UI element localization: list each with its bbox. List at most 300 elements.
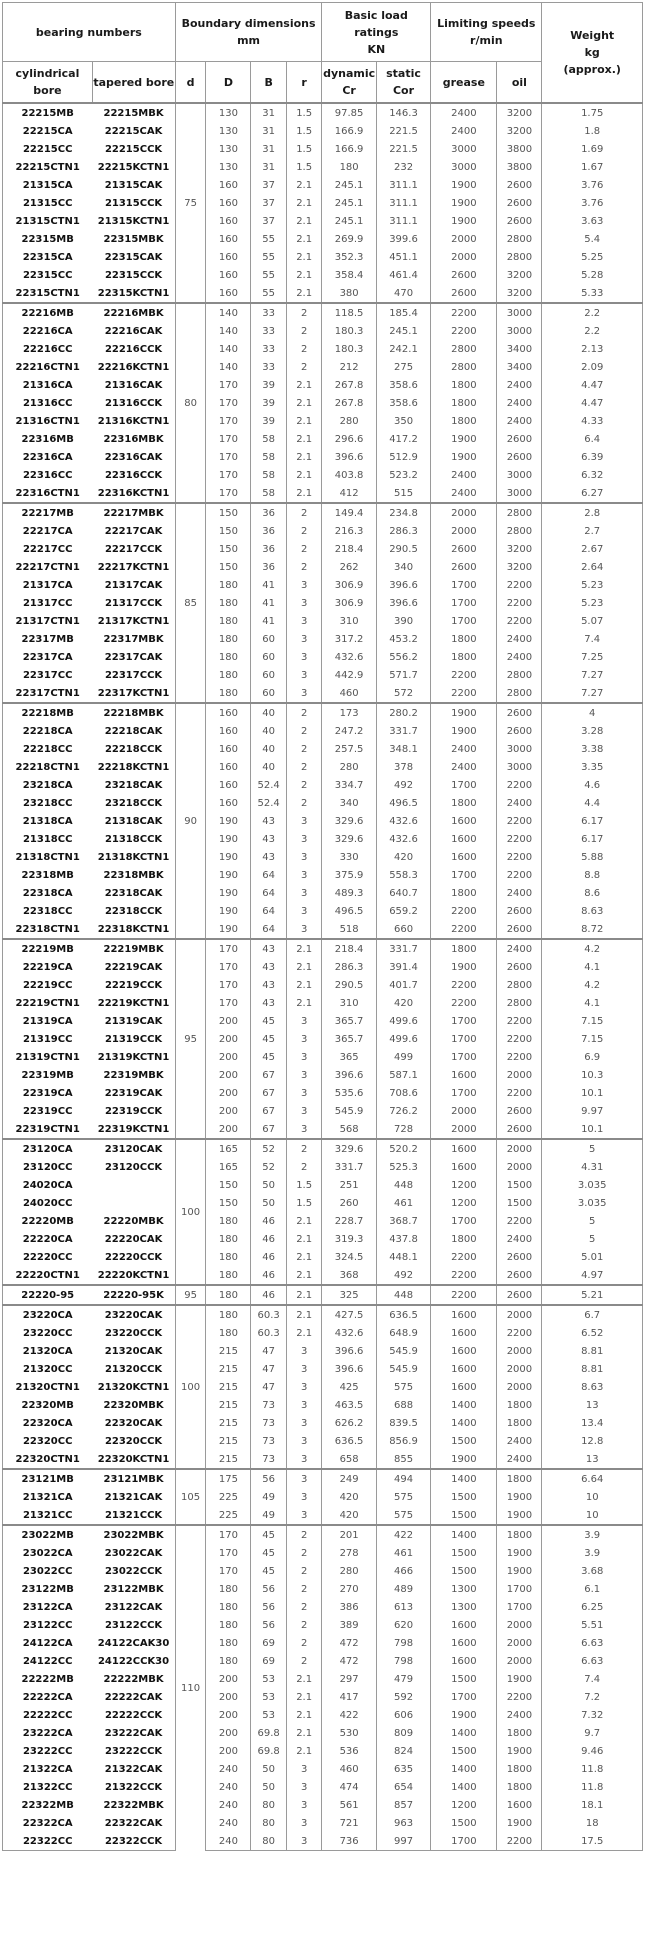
- grease-speed-cell: 2200: [431, 902, 497, 920]
- radius-cell: 2: [286, 703, 322, 722]
- weight-cell: 2.13: [542, 340, 643, 358]
- dynamic-load-cell: 340: [322, 794, 376, 812]
- radius-cell: 2: [286, 758, 322, 776]
- cylindrical-bore-cell: 21317CC: [3, 594, 93, 612]
- bearing-spec-sheet: [2, 2, 643, 1851]
- dynamic-load-cell: 365: [322, 1048, 376, 1066]
- outer-diameter-cell: 170: [206, 1544, 251, 1562]
- header-width: B: [251, 62, 286, 104]
- table-row: [3, 776, 643, 794]
- width-cell: 60: [251, 630, 286, 648]
- grease-speed-cell: 2400: [431, 122, 497, 140]
- dynamic-load-cell: 331.7: [322, 1158, 376, 1176]
- oil-speed-cell: 1900: [497, 1814, 542, 1832]
- oil-speed-cell: 3200: [497, 540, 542, 558]
- oil-speed-cell: 2600: [497, 194, 542, 212]
- outer-diameter-cell: 180: [206, 1580, 251, 1598]
- dynamic-load-cell: 535.6: [322, 1084, 376, 1102]
- table-row: [3, 1760, 643, 1778]
- static-load-cell: 234.8: [376, 503, 430, 522]
- radius-cell: 2.1: [286, 1248, 322, 1266]
- tapered-bore-cell: 22315CAK: [92, 248, 175, 266]
- table-row: [3, 376, 643, 394]
- dynamic-load-cell: 180.3: [322, 340, 376, 358]
- oil-speed-cell: 2400: [497, 884, 542, 902]
- dynamic-load-cell: 262: [322, 558, 376, 576]
- grease-speed-cell: 1800: [431, 794, 497, 812]
- tapered-bore-cell: 22220CCK: [92, 1248, 175, 1266]
- table-row: [3, 794, 643, 812]
- static-load-cell: 461: [376, 1544, 430, 1562]
- dynamic-load-cell: 460: [322, 684, 376, 703]
- outer-diameter-cell: 180: [206, 1285, 251, 1305]
- table-row: [3, 884, 643, 902]
- static-load-cell: 499: [376, 1048, 430, 1066]
- weight-cell: 9.46: [542, 1742, 643, 1760]
- dynamic-load-cell: 420: [322, 1488, 376, 1506]
- outer-diameter-cell: 170: [206, 394, 251, 412]
- dynamic-load-cell: 636.5: [322, 1432, 376, 1450]
- weight-cell: 7.2: [542, 1688, 643, 1706]
- oil-speed-cell: 3200: [497, 284, 542, 303]
- tapered-bore-cell: 22320CCK: [92, 1432, 175, 1450]
- tapered-bore-cell: 23122CCK: [92, 1616, 175, 1634]
- radius-cell: 2: [286, 540, 322, 558]
- tapered-bore-cell: 22319KCTN1: [92, 1120, 175, 1139]
- radius-cell: 3: [286, 1814, 322, 1832]
- radius-cell: 1.5: [286, 140, 322, 158]
- width-cell: 50: [251, 1176, 286, 1194]
- width-cell: 39: [251, 412, 286, 430]
- outer-diameter-cell: 240: [206, 1760, 251, 1778]
- tapered-bore-cell: 22220CAK: [92, 1230, 175, 1248]
- outer-diameter-cell: 190: [206, 848, 251, 866]
- dynamic-load-cell: 472: [322, 1652, 376, 1670]
- oil-speed-cell: 2600: [497, 1120, 542, 1139]
- tapered-bore-cell: 21318KCTN1: [92, 848, 175, 866]
- grease-speed-cell: 1900: [431, 212, 497, 230]
- tapered-bore-cell: 22317MBK: [92, 630, 175, 648]
- header-static-cor: static Cor: [376, 62, 430, 104]
- radius-cell: 2.1: [286, 430, 322, 448]
- oil-speed-cell: 3800: [497, 158, 542, 176]
- header-bearing-numbers: bearing numbers: [3, 3, 176, 62]
- dynamic-load-cell: 425: [322, 1378, 376, 1396]
- outer-diameter-cell: 225: [206, 1506, 251, 1525]
- radius-cell: 3: [286, 1760, 322, 1778]
- width-cell: 58: [251, 430, 286, 448]
- dynamic-load-cell: 245.1: [322, 194, 376, 212]
- dynamic-load-cell: 280: [322, 758, 376, 776]
- tapered-bore-cell: 23218CCK: [92, 794, 175, 812]
- outer-diameter-cell: 160: [206, 776, 251, 794]
- tapered-bore-cell: 22216KCTN1: [92, 358, 175, 376]
- oil-speed-cell: 2200: [497, 612, 542, 630]
- cylindrical-bore-cell: 22319MB: [3, 1066, 93, 1084]
- tapered-bore-cell: 23022MBK: [92, 1525, 175, 1544]
- cylindrical-bore-cell: 22322CA: [3, 1814, 93, 1832]
- tapered-bore-cell: 23222CCK: [92, 1742, 175, 1760]
- grease-speed-cell: 2000: [431, 522, 497, 540]
- tapered-bore-cell: 22322MBK: [92, 1796, 175, 1814]
- radius-cell: 2: [286, 1544, 322, 1562]
- width-cell: 56: [251, 1469, 286, 1488]
- weight-cell: 5.23: [542, 594, 643, 612]
- static-load-cell: 512.9: [376, 448, 430, 466]
- dynamic-load-cell: 626.2: [322, 1414, 376, 1432]
- cylindrical-bore-cell: 21319CA: [3, 1012, 93, 1030]
- cylindrical-bore-cell: 22217CTN1: [3, 558, 93, 576]
- cylindrical-bore-cell: 22315CA: [3, 248, 93, 266]
- table-row: [3, 322, 643, 340]
- width-cell: 58: [251, 466, 286, 484]
- tapered-bore-cell: 22215KCTN1: [92, 158, 175, 176]
- dynamic-load-cell: 296.6: [322, 430, 376, 448]
- weight-cell: 4.2: [542, 939, 643, 958]
- table-row: [3, 358, 643, 376]
- table-row: [3, 1525, 643, 1544]
- radius-cell: 2: [286, 503, 322, 522]
- tapered-bore-cell: 22317CCK: [92, 666, 175, 684]
- width-cell: 52: [251, 1139, 286, 1158]
- grease-speed-cell: 1200: [431, 1176, 497, 1194]
- grease-speed-cell: 1500: [431, 1432, 497, 1450]
- bore-diameter-cell: 95: [175, 939, 206, 1139]
- radius-cell: 2.1: [286, 1742, 322, 1760]
- static-load-cell: 331.7: [376, 722, 430, 740]
- table-row: [3, 812, 643, 830]
- dynamic-load-cell: 403.8: [322, 466, 376, 484]
- table-row: [3, 1066, 643, 1084]
- cylindrical-bore-cell: 22317CTN1: [3, 684, 93, 703]
- static-load-cell: 636.5: [376, 1305, 430, 1324]
- width-cell: 60.3: [251, 1305, 286, 1324]
- static-load-cell: 613: [376, 1598, 430, 1616]
- radius-cell: 3: [286, 1414, 322, 1432]
- outer-diameter-cell: 160: [206, 722, 251, 740]
- width-cell: 52: [251, 1158, 286, 1176]
- dynamic-load-cell: 310: [322, 612, 376, 630]
- grease-speed-cell: 2200: [431, 1266, 497, 1285]
- weight-cell: 10.3: [542, 1066, 643, 1084]
- table-row: [3, 866, 643, 884]
- static-load-cell: 856.9: [376, 1432, 430, 1450]
- table-row: [3, 1616, 643, 1634]
- cylindrical-bore-cell: 22318CC: [3, 902, 93, 920]
- table-row: [3, 158, 643, 176]
- cylindrical-bore-cell: 22316MB: [3, 430, 93, 448]
- table-row: [3, 503, 643, 522]
- static-load-cell: 659.2: [376, 902, 430, 920]
- grease-speed-cell: 1700: [431, 1012, 497, 1030]
- width-cell: 53: [251, 1670, 286, 1688]
- weight-cell: 13: [542, 1396, 643, 1414]
- oil-speed-cell: 1700: [497, 1580, 542, 1598]
- cylindrical-bore-cell: 21315CC: [3, 194, 93, 212]
- cylindrical-bore-cell: 23222CC: [3, 1742, 93, 1760]
- oil-speed-cell: 2400: [497, 1450, 542, 1469]
- tapered-bore-cell: 22316MBK: [92, 430, 175, 448]
- tapered-bore-cell: 22316CAK: [92, 448, 175, 466]
- cylindrical-bore-cell: 23122CA: [3, 1598, 93, 1616]
- static-load-cell: 492: [376, 776, 430, 794]
- cylindrical-bore-cell: 22320CA: [3, 1414, 93, 1432]
- oil-speed-cell: 2000: [497, 1652, 542, 1670]
- cylindrical-bore-cell: 22219MB: [3, 939, 93, 958]
- weight-cell: 4: [542, 703, 643, 722]
- dynamic-load-cell: 278: [322, 1544, 376, 1562]
- weight-cell: 8.63: [542, 902, 643, 920]
- outer-diameter-cell: 170: [206, 939, 251, 958]
- tapered-bore-cell: 21320CAK: [92, 1342, 175, 1360]
- oil-speed-cell: 3000: [497, 303, 542, 322]
- cylindrical-bore-cell: 22216CTN1: [3, 358, 93, 376]
- grease-speed-cell: 1300: [431, 1580, 497, 1598]
- oil-speed-cell: 1800: [497, 1396, 542, 1414]
- width-cell: 43: [251, 939, 286, 958]
- width-cell: 45: [251, 1562, 286, 1580]
- cylindrical-bore-cell: 22316CTN1: [3, 484, 93, 503]
- grease-speed-cell: 1900: [431, 176, 497, 194]
- tapered-bore-cell: 22220MBK: [92, 1212, 175, 1230]
- tapered-bore-cell: 22216MBK: [92, 303, 175, 322]
- grease-speed-cell: 1900: [431, 958, 497, 976]
- weight-cell: 3.76: [542, 176, 643, 194]
- weight-cell: 6.64: [542, 1469, 643, 1488]
- radius-cell: 1.5: [286, 158, 322, 176]
- table-row: [3, 1580, 643, 1598]
- outer-diameter-cell: 170: [206, 958, 251, 976]
- tapered-bore-cell: 22318MBK: [92, 866, 175, 884]
- outer-diameter-cell: 190: [206, 884, 251, 902]
- cylindrical-bore-cell: 22220-95: [3, 1285, 93, 1305]
- width-cell: 41: [251, 612, 286, 630]
- width-cell: 31: [251, 158, 286, 176]
- cylindrical-bore-cell: 22317CC: [3, 666, 93, 684]
- dynamic-load-cell: 545.9: [322, 1102, 376, 1120]
- outer-diameter-cell: 190: [206, 812, 251, 830]
- weight-approx: (approx.): [563, 63, 621, 76]
- tapered-bore-cell: 21316KCTN1: [92, 412, 175, 430]
- grease-speed-cell: 2200: [431, 1285, 497, 1305]
- outer-diameter-cell: 180: [206, 1305, 251, 1324]
- grease-speed-cell: 1600: [431, 1305, 497, 1324]
- table-row: [3, 902, 643, 920]
- width-cell: 56: [251, 1616, 286, 1634]
- oil-speed-cell: 1800: [497, 1724, 542, 1742]
- width-cell: 60: [251, 684, 286, 703]
- dynamic-load-cell: 368: [322, 1266, 376, 1285]
- table-row: [3, 1139, 643, 1158]
- cylindrical-bore-cell: 22218CTN1: [3, 758, 93, 776]
- tapered-bore-cell: 22216CCK: [92, 340, 175, 358]
- cylindrical-bore-cell: 22218CC: [3, 740, 93, 758]
- static-load-cell: 857: [376, 1796, 430, 1814]
- grease-speed-cell: 1400: [431, 1469, 497, 1488]
- static-load-cell: 499.6: [376, 1030, 430, 1048]
- grease-speed-cell: 1700: [431, 866, 497, 884]
- width-cell: 40: [251, 722, 286, 740]
- grease-speed-cell: 1800: [431, 376, 497, 394]
- radius-cell: 2.1: [286, 1688, 322, 1706]
- table-row: [3, 1360, 643, 1378]
- radius-cell: 3: [286, 866, 322, 884]
- header-radius: r: [286, 62, 322, 104]
- outer-diameter-cell: 170: [206, 484, 251, 503]
- outer-diameter-cell: 130: [206, 122, 251, 140]
- weight-cell: 5.23: [542, 576, 643, 594]
- oil-speed-cell: 3000: [497, 740, 542, 758]
- oil-speed-cell: 2600: [497, 920, 542, 939]
- cylindrical-bore-cell: 23120CC: [3, 1158, 93, 1176]
- tapered-bore-cell: 22219CAK: [92, 958, 175, 976]
- grease-speed-cell: 2400: [431, 758, 497, 776]
- weight-cell: 1.75: [542, 103, 643, 122]
- table-row: [3, 1670, 643, 1688]
- oil-speed-cell: 2000: [497, 1634, 542, 1652]
- cylindrical-bore-cell: 22220MB: [3, 1212, 93, 1230]
- dynamic-load-cell: 251: [322, 1176, 376, 1194]
- cylindrical-bore-cell: 21318CTN1: [3, 848, 93, 866]
- table-row: [3, 1706, 643, 1724]
- dynamic-load-cell: 180: [322, 158, 376, 176]
- table-row: [3, 1030, 643, 1048]
- tapered-bore-cell: 22322CCK: [92, 1832, 175, 1851]
- outer-diameter-cell: 140: [206, 322, 251, 340]
- radius-cell: 2.1: [286, 194, 322, 212]
- tapered-bore-cell: 24122CCK30: [92, 1652, 175, 1670]
- cylindrical-bore-cell: 21321CA: [3, 1488, 93, 1506]
- width-cell: 40: [251, 703, 286, 722]
- weight-cell: 17.5: [542, 1832, 643, 1851]
- tapered-bore-cell: 21315CAK: [92, 176, 175, 194]
- static-load-cell: 348.1: [376, 740, 430, 758]
- outer-diameter-cell: 160: [206, 794, 251, 812]
- table-row: [3, 230, 643, 248]
- dynamic-load-cell: 396.6: [322, 1360, 376, 1378]
- static-load-cell: 245.1: [376, 322, 430, 340]
- width-cell: 64: [251, 920, 286, 939]
- oil-speed-cell: 2600: [497, 1248, 542, 1266]
- table-row: [3, 303, 643, 322]
- cylindrical-bore-cell: 22319CC: [3, 1102, 93, 1120]
- tapered-bore-cell: 22318CCK: [92, 902, 175, 920]
- dynamic-load-cell: 561: [322, 1796, 376, 1814]
- radius-cell: 2: [286, 322, 322, 340]
- weight-cell: 10: [542, 1488, 643, 1506]
- tapered-bore-cell: 22318CAK: [92, 884, 175, 902]
- table-row: [3, 958, 643, 976]
- outer-diameter-cell: 215: [206, 1342, 251, 1360]
- weight-cell: 8.8: [542, 866, 643, 884]
- radius-cell: 2.1: [286, 394, 322, 412]
- static-load-cell: 592: [376, 1688, 430, 1706]
- grease-speed-cell: 2400: [431, 466, 497, 484]
- radius-cell: 2.1: [286, 284, 322, 303]
- static-load-cell: 146.3: [376, 103, 430, 122]
- oil-speed-cell: 2400: [497, 412, 542, 430]
- static-load-cell: 525.3: [376, 1158, 430, 1176]
- oil-speed-cell: 2200: [497, 1688, 542, 1706]
- table-row: [3, 1506, 643, 1525]
- width-cell: 64: [251, 866, 286, 884]
- radius-cell: 2.1: [286, 376, 322, 394]
- table-row: [3, 194, 643, 212]
- weight-cell: 7.4: [542, 1670, 643, 1688]
- static-load-cell: 396.6: [376, 594, 430, 612]
- tapered-bore-cell: 21319CAK: [92, 1012, 175, 1030]
- radius-cell: 2.1: [286, 1305, 322, 1324]
- grease-speed-cell: 2800: [431, 340, 497, 358]
- static-load-cell: 422: [376, 1525, 430, 1544]
- cylindrical-bore-cell: 22219CA: [3, 958, 93, 976]
- cylindrical-bore-cell: 22222MB: [3, 1670, 93, 1688]
- grease-speed-cell: 1900: [431, 1706, 497, 1724]
- radius-cell: 2.1: [286, 1230, 322, 1248]
- radius-cell: 3: [286, 1796, 322, 1814]
- static-load-cell: 358.6: [376, 376, 430, 394]
- grease-speed-cell: 2000: [431, 1120, 497, 1139]
- width-cell: 33: [251, 303, 286, 322]
- cylindrical-bore-cell: 22217CC: [3, 540, 93, 558]
- static-load-cell: 798: [376, 1652, 430, 1670]
- cylindrical-bore-cell: 22222CA: [3, 1688, 93, 1706]
- cylindrical-bore-cell: 21318CA: [3, 812, 93, 830]
- tapered-bore-cell: 22219KCTN1: [92, 994, 175, 1012]
- outer-diameter-cell: 160: [206, 284, 251, 303]
- table-row: [3, 522, 643, 540]
- oil-speed-cell: 2000: [497, 1360, 542, 1378]
- outer-diameter-cell: 190: [206, 866, 251, 884]
- table-row: [3, 830, 643, 848]
- cylindrical-bore-cell: 21315CTN1: [3, 212, 93, 230]
- static-load-cell: 340: [376, 558, 430, 576]
- radius-cell: 2.1: [286, 1670, 322, 1688]
- grease-speed-cell: 2800: [431, 358, 497, 376]
- grease-speed-cell: 1800: [431, 1230, 497, 1248]
- cylindrical-bore-cell: 22316CC: [3, 466, 93, 484]
- tapered-bore-cell: 21321CAK: [92, 1488, 175, 1506]
- width-cell: 37: [251, 194, 286, 212]
- static-load-cell: 331.7: [376, 939, 430, 958]
- table-row: [3, 1396, 643, 1414]
- dynamic-load-cell: 97.85: [322, 103, 376, 122]
- radius-cell: 3: [286, 1102, 322, 1120]
- static-load-cell: 275: [376, 358, 430, 376]
- grease-speed-cell: 2400: [431, 740, 497, 758]
- weight-cell: 6.1: [542, 1580, 643, 1598]
- grease-speed-cell: 2200: [431, 684, 497, 703]
- dynamic-load-cell: 216.3: [322, 522, 376, 540]
- grease-speed-cell: 1400: [431, 1414, 497, 1432]
- tapered-bore-cell: 22217CCK: [92, 540, 175, 558]
- oil-speed-cell: 1800: [497, 1525, 542, 1544]
- weight-cell: 1.69: [542, 140, 643, 158]
- table-row: [3, 558, 643, 576]
- static-load-cell: 708.6: [376, 1084, 430, 1102]
- weight-cell: 4.6: [542, 776, 643, 794]
- tapered-bore-cell: 22220-95K: [92, 1285, 175, 1305]
- grease-speed-cell: 2400: [431, 484, 497, 503]
- weight-label: Weight: [570, 29, 615, 42]
- table-row: [3, 248, 643, 266]
- width-cell: 49: [251, 1506, 286, 1525]
- outer-diameter-cell: 180: [206, 1598, 251, 1616]
- static-load-cell: 523.2: [376, 466, 430, 484]
- static-load-cell: 461: [376, 1194, 430, 1212]
- dynamic-load-cell: 180.3: [322, 322, 376, 340]
- bore-diameter-cell: 100: [175, 1305, 206, 1469]
